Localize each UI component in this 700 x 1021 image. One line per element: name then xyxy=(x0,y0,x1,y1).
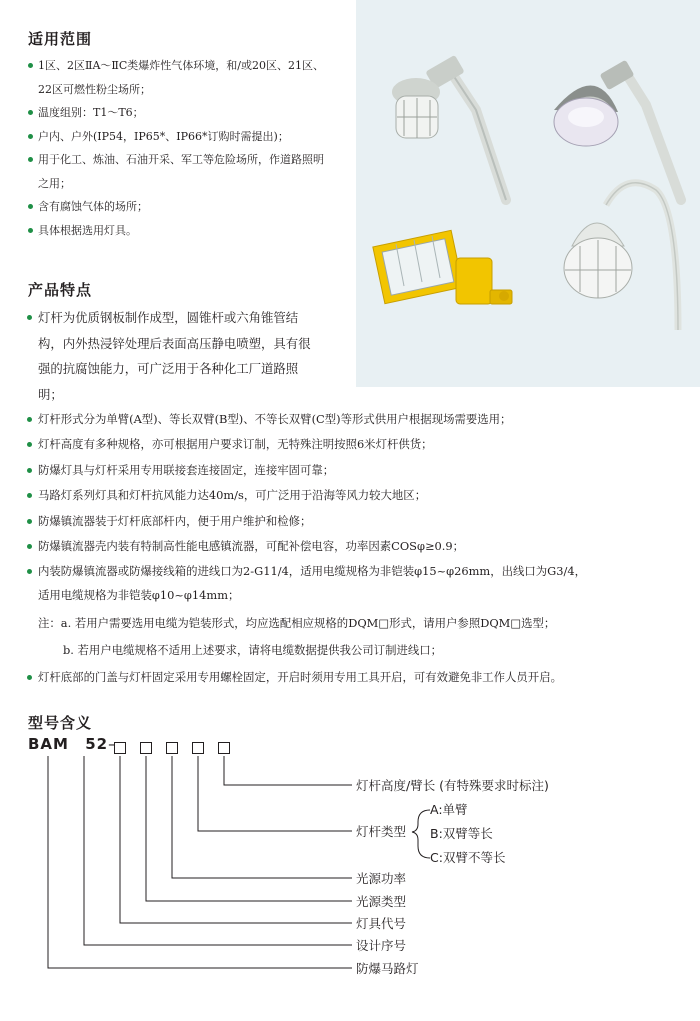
label-type-b: B:双臂等长 xyxy=(430,826,493,841)
list-item: 灯杆为优质钢板制作成型，圆锥杆或六角锥管结构，内外热浸锌处理后表面高压静电喷塑，具有很强的抗腐蚀能力，可广泛用于各种化工厂道路照明； xyxy=(26,305,316,407)
note-a: 注：a. 若用户需要选用电缆为铠装形式，均应选配相应规格的DQM□形式，请用户参照DQM□选型； xyxy=(38,616,556,630)
code-series: 52 xyxy=(85,735,109,753)
list-item: 具体根据选用灯具。 xyxy=(28,219,328,243)
features-continuation: 适用电缆规格为非铠装φ10~φ14mm； xyxy=(38,588,240,602)
list-item: 防爆灯具与灯杆采用专用联接套连接固定，连接牢固可靠； xyxy=(26,458,694,483)
list-item: 马路灯系列灯具和灯杆抗风能力达40m/s，可广泛用于沿海等风力较大地区； xyxy=(26,483,694,508)
list-item: 灯杆底部的门盖与灯杆固定采用专用螺栓固定，开启时须用专用工具开启，可有效避免非工作人员开启。 xyxy=(26,665,694,690)
list-item: 1区、2区ⅡA～ⅡC类爆炸性气体环境，和/或20区、21区、22区可燃性粉尘场所； xyxy=(28,54,328,101)
list-item: 灯杆形式分为单臂(A型)、等长双臂(B型)、不等长双臂(C型)等形式供用户根据现场需要选用； xyxy=(26,407,694,432)
label-source: 光源类型 xyxy=(356,894,407,909)
label-product: 防爆马路灯 xyxy=(356,961,419,976)
code-dash: – xyxy=(108,735,117,753)
list-item: 防爆镇流器壳内装有特制高性能电感镇流器，可配补偿电容，功率因素COSφ≥0.9； xyxy=(26,534,694,559)
label-series: 设计序号 xyxy=(356,938,407,953)
note-b: b. 若用户电缆规格不适用上述要求，请将电缆数据提供我公司订制进线口； xyxy=(63,643,443,657)
label-type-a: A:单臂 xyxy=(430,802,468,817)
features-heading: 产品特点 xyxy=(28,281,93,299)
list-item: 含有腐蚀气体的场所； xyxy=(28,195,328,219)
scope-heading: 适用范围 xyxy=(28,30,93,48)
list-item: 灯杆高度有多种规格，亦可根据用户要求订制，无特殊注明按照6米灯杆供货； xyxy=(26,432,694,457)
list-item: 内装防爆镇流器或防爆接线箱的进线口为2-G11/4，适用电缆规格为非铠装φ15~φ26mm，出线口为G3/4， xyxy=(26,559,694,584)
label-type-c: C:双臂不等长 xyxy=(430,850,506,865)
code-prefix: BAM xyxy=(28,735,69,753)
list-item: 用于化工、炼油、石油开采、军工等危险场所，作道路照明之用； xyxy=(28,148,328,195)
list-item: 温度组别：T1～T6； xyxy=(28,101,328,125)
model-heading: 型号含义 xyxy=(28,714,93,732)
label-height: 灯杆高度/臂长 (有特殊要求时标注) xyxy=(356,778,549,793)
label-lamp-code: 灯具代号 xyxy=(356,916,407,931)
list-item: 防爆镇流器装于灯杆底部杆内，便于用户维护和检修； xyxy=(26,509,694,534)
label-power: 光源功率 xyxy=(356,871,407,886)
list-item: 户内、户外(IP54，IP65*、IP66*订购时需提出)； xyxy=(28,125,328,149)
label-pole-type: 灯杆类型 xyxy=(356,824,407,839)
